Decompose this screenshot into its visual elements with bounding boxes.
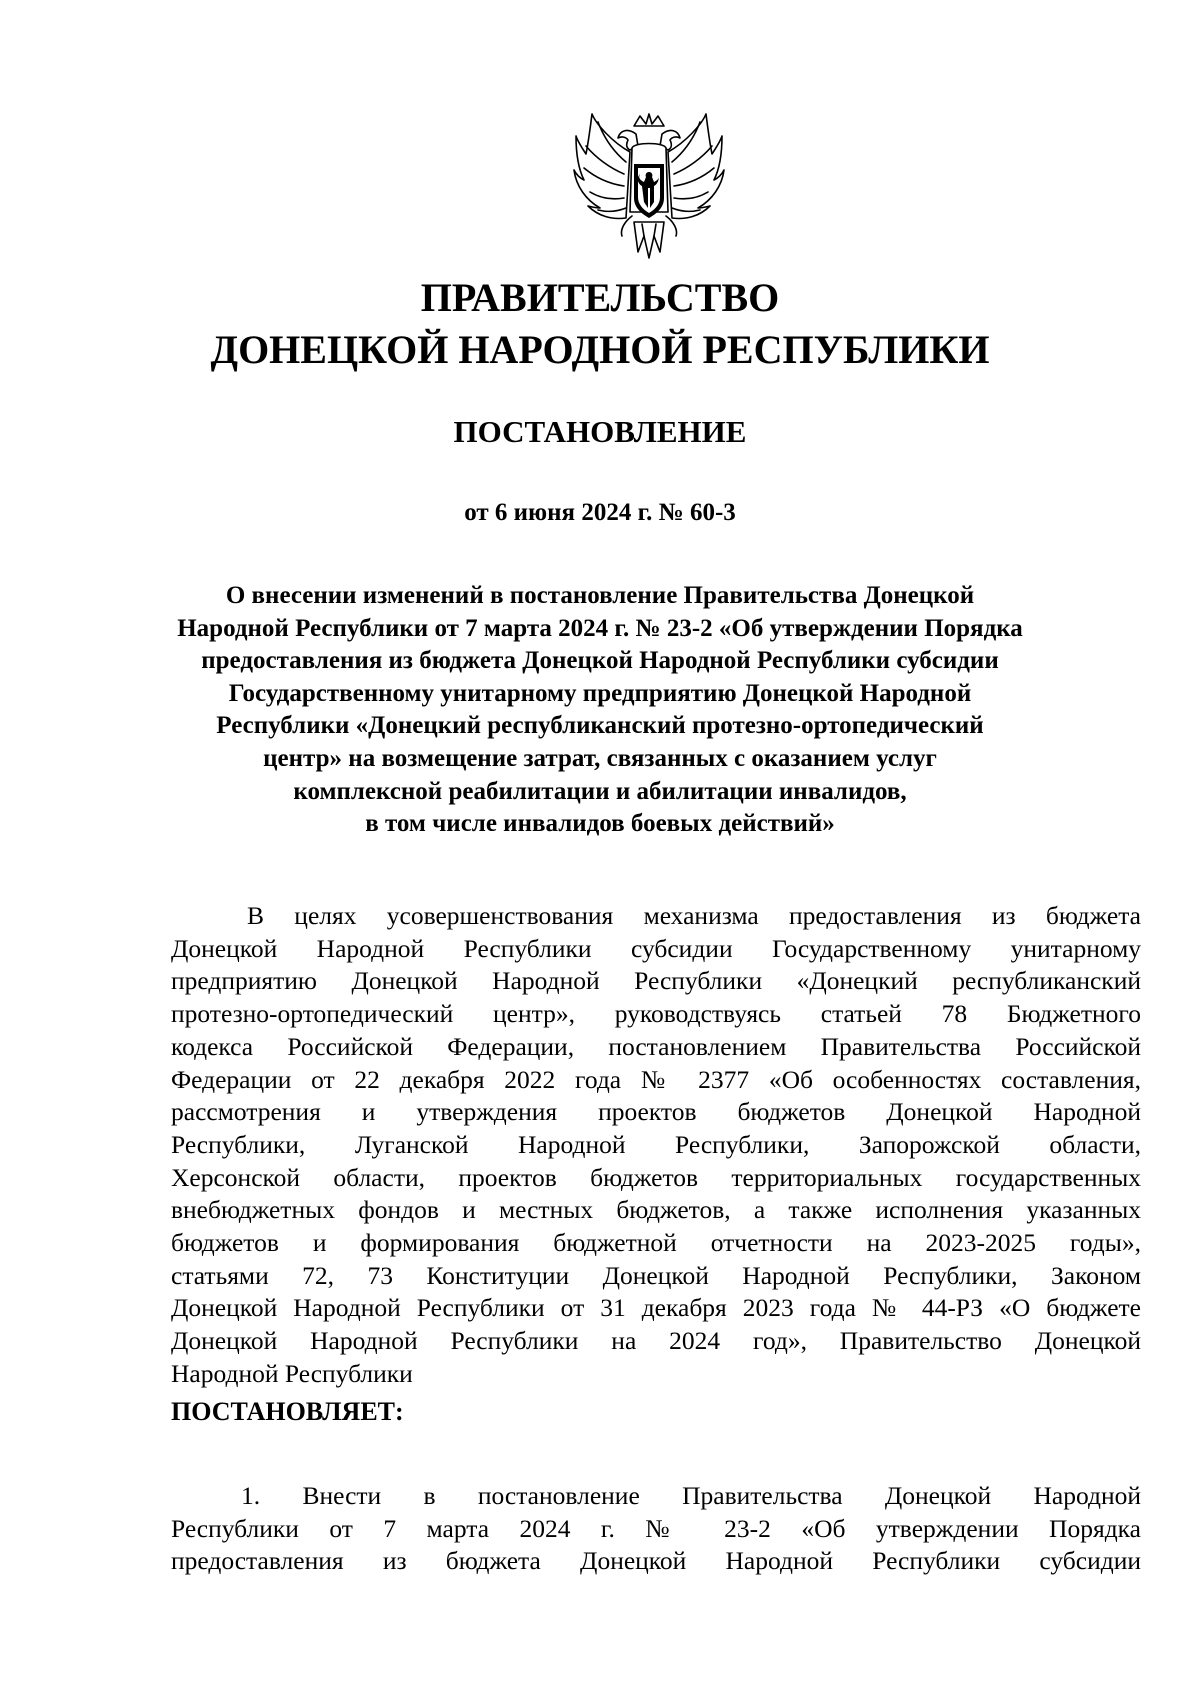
item-1-line: Республики от 7 марта 2024 г. № 23-2 «Об утверждении Порядка bbox=[171, 1513, 1141, 1543]
government-title-line: ДОНЕЦКОЙ НАРОДНОЙ РЕСПУБЛИКИ bbox=[210, 327, 990, 372]
preamble-line: Херсонской области, проектов бюджетов территориальных государственных bbox=[171, 1162, 1141, 1192]
subject-line: Республики «Донецкий республиканский протезно-ортопедический bbox=[216, 712, 984, 740]
preamble-line: внебюджетных фондов и местных бюджетов, а также исполнения указанных bbox=[171, 1195, 1141, 1225]
preamble-paragraph bbox=[171, 900, 1141, 1391]
subject-line: предоставления из бюджета Донецкой Народной Республики субсидии bbox=[201, 647, 999, 675]
preamble-line: предприятию Донецкой Народной Республики «Донецкий республиканский bbox=[171, 966, 1141, 996]
subject-line: комплексной реабилитации и абилитации инвалидов, bbox=[293, 777, 907, 805]
subject-line: центр» на возмещение затрат, связанных с оказанием услуг bbox=[263, 744, 937, 772]
preamble-line: Донецкой Народной Республики субсидии Государственному унитарному bbox=[171, 933, 1141, 963]
preamble-line: протезно-ортопедический центр», руководствуясь статьей 78 Бюджетного bbox=[171, 999, 1141, 1029]
document-type: ПОСТАНОВЛЕНИЕ bbox=[453, 414, 747, 449]
item-1-line: предоставления из бюджета Донецкой Народной Республики субсидии bbox=[171, 1546, 1141, 1576]
subject-line: Народной Республики от 7 марта 2024 г. № 23-2 «Об утверждении Порядка bbox=[177, 614, 1023, 642]
subject-line: Государственному унитарному предприятию Донецкой Народной bbox=[228, 679, 972, 707]
preamble-line: бюджетов и формирования бюджетной отчетности на 2023-2025 годы», bbox=[171, 1228, 1141, 1258]
subject-line: в том числе инвалидов боевых действий» bbox=[365, 810, 835, 838]
preamble-line: Федерации от 22 декабря 2022 года № 2377 «Об особенностях составления, bbox=[171, 1064, 1141, 1094]
document-subject bbox=[140, 580, 1060, 841]
government-title-line: ПРАВИТЕЛЬСТВО bbox=[420, 275, 780, 320]
preamble-line: В целях усовершенствования механизма предоставления из бюджета bbox=[247, 901, 1141, 930]
preamble-line: Донецкой Народной Республики на 2024 год», Правительство Донецкой bbox=[171, 1326, 1141, 1356]
government-title bbox=[140, 272, 1060, 376]
preamble-line: статьями 72, 73 Конституции Донецкой Народной Республики, Законом bbox=[171, 1260, 1141, 1290]
preamble-line: Республики, Луганской Народной Республики, Запорожской области, bbox=[171, 1129, 1141, 1159]
preamble-line: кодекса Российской Федерации, постановлением Правительства Российской bbox=[171, 1031, 1141, 1061]
preamble-line: рассмотрения и утверждения проектов бюджетов Донецкой Народной bbox=[171, 1097, 1141, 1127]
subject-line: О внесении изменений в постановление Правительства Донецкой bbox=[225, 582, 975, 609]
preamble-line: Донецкой Народной Республики от 31 декабря 2023 года № 44-РЗ «О бюджете bbox=[171, 1293, 1141, 1323]
item-1-paragraph bbox=[171, 1480, 1141, 1578]
coat-of-arms-icon bbox=[568, 112, 730, 262]
resolves-heading: ПОСТАНОВЛЯЕТ: bbox=[171, 1397, 404, 1426]
document-date-number: от 6 июня 2024 г. № 60-3 bbox=[464, 499, 736, 526]
item-1-line: 1. Внести в постановление Правительства Донецкой Народной bbox=[241, 1481, 1141, 1510]
preamble-line: Народной Республики bbox=[171, 1358, 413, 1388]
